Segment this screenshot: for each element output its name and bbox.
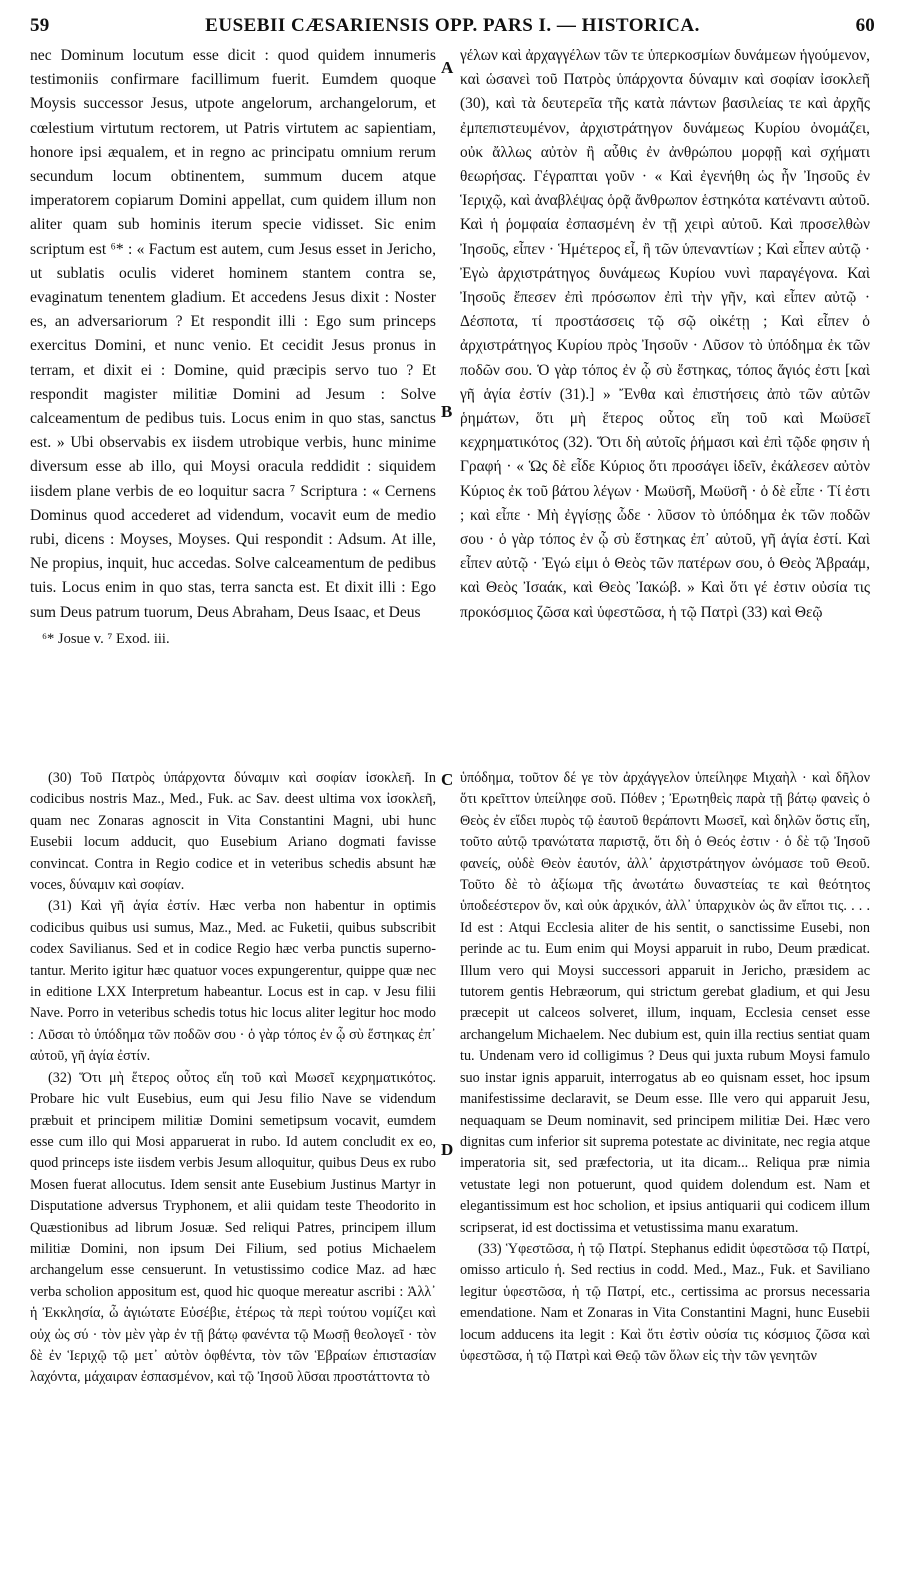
running-title: EUSEBII CÆSARIENSIS OPP. PARS I. — HISTORICA. bbox=[205, 15, 700, 36]
footnote-32: (32) Ὅτι μὴ ἕτερος οὗτος εἴη τοῦ καὶ Μωσεῖ κεχρηματικότος. Probare hic vult Eusebius, eum qui Jesu filio Nave se videndum præbuit et principem militiæ Domini semetipsum vocavit, eumdem esse cum illo qui Mosi apparuerat in rubo. Id autem concludit ex eo, quod princeps iste iisdem verbis Jesum alloquitur, quibus Deus ex rubo Mosen fuerat allocutus. Idem sensit ante Eusebium Justinus Martyr in Disputatione adversus Tryphonem, et alii quidam teste Theodorito in Quæstionibus ad librum Josuæ. Sed reliqui Patres, principem illum militiæ Domini, non ipsum Dei Filium, sed potius Michaelem archangelum esse censuerunt. In vetustissimo codice Maz. ad hæc verba scholion appositum est, quod hic quoque mereatur ascribi : Ἀλλ᾽ ἡ Ἐκκλησία, ὦ ἀγιώτατε Εὐσέβιε, ἑτέρως τὰ περὶ τούτου νομίζει καὶ οὐχ ὡς σύ · τὸν μὲν γὰρ ἐν τῇ βάτῳ φανέντα τῷ Μωσῇ θεολογεῖ · τὸν δὲ ἐν Ἱεριχῷ τῷ μετ᾽ αὐτὸν ὀφθέντα, τὸν τῶν Ἑβραίων ἐπιστασίαν λαχόντα, μάχαιραν ἐσπασμένον, καὶ τῷ Ἰησοῦ λῦσαι προστάττοντα τὸ bbox=[30, 1069, 436, 1386]
page-number-left: 59 bbox=[30, 15, 50, 36]
latin-main-column bbox=[30, 44, 436, 651]
section-marker-b: B bbox=[441, 402, 453, 421]
page-number-right: 60 bbox=[855, 15, 875, 36]
footnotes-left-column bbox=[30, 768, 436, 1389]
footnote-31: (31) Καὶ γῆ ἁγία ἐστίν. Hæc verba non habentur in optimis codicibus quibus usi sumus, Maz., Med. ac Fuketii, quibus subscribit codex Savilianus. Sed et in codice Regio hæc verba punctis superno-tantur. Merito igitur hæc quatuor voces expungerentur, quippe quæ nec in editione LXX Interpretum habeantur. Locus est in cap. v Jesu filii Nave. Porro in veteribus schedis totus hic locus aliter legitur hoc modo : Λῦσαι τὸ ὑπόδημα τῶν ποδῶν σου · ὁ γὰρ τόπος ἐν ᾧ σὺ ἕστηκας ἐπ᾽ αὐτοῦ, γῆ ἁγία ἐστίν. bbox=[30, 898, 436, 1065]
footnotes-right-column bbox=[460, 768, 870, 1367]
section-marker-c: C bbox=[441, 770, 454, 789]
latin-main-text: nec Dominum locutum esse dicit : quod quidem innumeris testimoniis confirmare facillimum fuerit. Eumdem quoque Moysis successor Jesus, utpote angelorum, archangelorum, et cœlestium virtutum rectorem, ut Patris virtutem ac sapientiam, honore ipsi æqualem, et in regno ac principatu omnium rerum secundum locum obtinentem, summum ducem atque imperatorem copiarum Domini appellat, cum quidem illum non aliter quam sub hominis iterum specie vidisset. Sic enim scriptum est ⁶* : « Factum est autem, cum Jesus esset in Jericho, ut sublatis oculis videret hominem stantem contra se, evaginatum tenentem gladium. Et accedens Jesus dixit : Noster es, an adversariorum ? Et respondit illi : Ego sum princeps exercitus Domini, et nunc venio. Et cecidit Jesus pronus in terram, et dixit ei : Domine, quid præcipis servo tuo ? Et respondit magister militiæ Domini ad Jesum : Solve calceamentum de pedibus tuis. Locus enim in quo stas, sanctus est. » Ubi observabis ex iisdem utrobique verbis, hunc minime diversum esse ab illo, qui Moysi oracula reddidit : siquidem iisdem plane verbis de eo loquitur sacra ⁷ Scriptura : « Cernens Dominus quod accederet ad videndum, vocavit eum de medio rubi, dicens : Moyses, Moyses. Qui respondit : Adsum. At ille, Ne propius, inquit, huc accedas. Solve calceamentum de pedibus tuis. Locus enim in quo stas, terra sancta est. Et dixit illi : Ego sum Deus patrum tuorum, Deus Abraham, Deus Isaac, et Deus bbox=[30, 47, 436, 621]
footnote-30: (30) Τοῦ Πατρὸς ὑπάρχοντα δύναμιν καὶ σοφίαν ἰσοκλεῆ. In codicibus nostris Maz., Med., Fuk. ac Sav. deest ultima vox ἰσοκλεῆ, quam nec Zonaras agnoscit in Vita Constantini Magni, ubi hunc Eusebii locum adducit, quo Eusebium Ariano dogmati favisse convincat. Contra in Regio codice et in veteribus schedis absunt hæ voces, δύναμιν καὶ σοφίαν. bbox=[30, 770, 436, 894]
running-header bbox=[30, 14, 875, 38]
section-marker-a: A bbox=[441, 58, 454, 77]
footnote-33: (33) Ὑφεστῶσα, ἡ τῷ Πατρί. Stephanus edidit ὑφεστῶσα τῷ Πατρί, omisso articulo ἡ. Sed rectius in codd. Med., Maz., Fuk. et Saviliano legitur ὑφεστῶσα, ἡ τῷ Πατρί, etc., certissima ac prorsus necessaria emendatione. Nam et Zonaras in Vita Constantini Magni, hunc Eusebii locum adducens ita legit : Καὶ ὅτι ἐστὶν οὐσία τις κόσμιος ζῶσα καὶ ὑφεστῶσα, ἡ τῷ Πατρὶ καὶ Θεῷ τῶν ὅλων εἰς τὴν τῶν γενητῶν bbox=[460, 1240, 870, 1364]
greek-main-text: γέλων καὶ ἀρχαγγέλων τῶν τε ὑπερκοσμίων δυνάμεων ἡγούμενον, καὶ ὡσανεὶ τοῦ Πατρὸς ὑπάρχοντα δύναμιν καὶ σοφίαν ἰσοκλεῆ (30), καὶ τὰ δευτερεῖα τῆς κατὰ πάντων βασιλείας τε καὶ ἀρχῆς ἐμπεπιστευμένον, ἀρχιστράτηγον δυνάμεως Κυρίου ὀνομάζει, οὐκ ἄλλως αὐτὸν ἢ αὖθις ἐν ἀνθρώπου μορφῇ καὶ σχήματι θεωρήσας. Γέγραπται γοῦν · « Καὶ ἐγενήθη ὡς ἦν Ἰησοῦς ἐν Ἱεριχῷ, καὶ ἀναβλέψας ὁρᾷ ἄνθρωπον ἑστηκότα κατέναντι αὐτοῦ. Καὶ ἡ ῥομφαία ἐσπασμένη ἐν τῇ χειρὶ αὐτοῦ. Καὶ προσελθὼν Ἰησοῦς, εἶπεν · Ἡμέτερος εἶ, ἢ τῶν ὑπεναντίων ; Καὶ εἶπεν αὐτῷ · Ἐγὼ ἀρχιστράτηγος δυνάμεως Κυρίου νυνὶ παραγέγονα. Καὶ Ἰησοῦς ἔπεσεν ἐπὶ πρόσωπον ἐπὶ τὴν γῆν, καὶ εἶπεν αὐτῷ · Δέσποτα, τί προστάσσεις τῷ σῷ οἰκέτῃ ; Καὶ εἶπεν ὁ ἀρχιστράτηγος Κυρίου πρὸς Ἰησοῦν · Λῦσον τὸ ὑπόδημα ἐκ τῶν ποδῶν σου. Ὁ γὰρ τόπος ἐν ᾧ σὺ ἕστηκας, τόπος ἅγιός ἐστι [καὶ γῆ ἁγία ἐστίν (31).] » Ἔνθα καὶ ἐπιστήσεις ἀπὸ τῶν αὐτῶν ῥημάτων, ὅτι μὴ ἕτερος οὗτος εἴη τοῦ καὶ Μωϋσεῖ κεχρηματικότος (32). Ὅτι δὴ αὐτοῖς ῥήμασι καὶ ἐπὶ τῷδε φησιν ἡ Γραφή · « Ὡς δὲ εἶδε Κύριος ὅτι προσάγει ἰδεῖν, ἐκάλεσεν αὐτὸν Κύριος ἐκ τοῦ βάτου λέγων · Μωϋσῆ, Μωϋσῆ · ὁ δὲ εἶπε · Τί ἐστι ; καὶ εἶπε · Μὴ ἐγγίσῃς ὧδε · λῦσον τὸ ὑπόδημα ἐκ τῶν ποδῶν σου · ὁ γὰρ τόπος ἐν ᾧ σὺ ἕστηκας ἐπ᾽ αὐτοῦ, γῆ ἁγία ἐστί. Καὶ εἶπεν αὐτῷ · Ἐγώ εἰμι ὁ Θεὸς τῶν πατέρων σου, ὁ Θεὸς Ἀβραάμ, καὶ Θεὸς Ἰσαάκ, καὶ Θεὸς Ἰακώβ. » Καὶ ὅτι γέ ἐστιν οὐσία τις προκόσμιος ζῶσα καὶ ὑφεστῶσα, ἡ τῷ Πατρὶ (33) καὶ Θεῷ bbox=[460, 47, 870, 621]
footnote-32-continued: ὑπόδημα, τοῦτον δέ γε τὸν ἀρχάγγελον ὑπείληφε Μιχαὴλ · καὶ δῆλον ὅτι κρεῖττον ὑπείληφε σοῦ. Πόθεν ; Ἐρωτηθεὶς παρὰ τῇ βάτῳ φανεὶς ὁ Θεὸς ἐν εἴδει πυρὸς τῷ ἑαυτοῦ θεράποντι Μωσεῖ, καὶ δηλῶν ὅστις εἴη, τοῦτο αὐτῷ τρανώτατα παριστᾷ, ὅτι δὴ ὁ Θεός ἐστιν · ὁ δὲ τῷ Ἰησοῦ φανείς, οὐδὲ Θεὸν ἑαυτόν, ἀλλ᾽ ἀρχιστράτηγον ὠνόμασε τοῦ Θεοῦ. Τοῦτο δὲ τὸ ἀξίωμα τῆς ἀνωτάτω δυναστείας τε καὶ θεότητος ὑποδεέστερον ὄν, καὶ οὐκ ἀρχικόν, ἀλλ᾽ ὑπαρχικὸν ὡς ἂν εἴποι τις. . . . Id est : Atqui Ecclesia aliter de his sentit, o sanctissime Eusebi, non perinde ac tu. Eum enim qui Moysi apparuit in rubo, Deum prædicat. Illum vero qui Moysi successori apparuit in Jericho, præsidem ac tutorem gentis Hebræorum, qui strictum gerebat gladium, et qui Jesu præcepit ut calceos solveret, illum, inquam, Ecclesia censet esse archangelum Michaelem. Nec dubium est, quin illa rectius sentiat quam tu. Undenam vero id colligimus ? Deus qui juxta rubum Moysi famulo suo instar ignis apparuit, interrogatus ab eo quisnam esset, hoc ipsum manifestissime declaravit, se Deum esse. Ille vero qui apparuit Jesu, nequaquam se Deum nominavit, sed principem militiæ Dei. Hæc vero dignitas cum inferior sit suprema potestate ac divinitate, nec regia atque imperatoria sit, sed præfectoria, ut ita dicam... Reliqua præ nimia vetustate legi non potuerunt, quod quidem dolendum est. Nam et elegantissimum est hoc scholion, et ipsius antiquarii qui codicem illum scripserat, id est doctissima et vetustissima manu exaratum. bbox=[460, 770, 870, 1236]
greek-main-column bbox=[460, 44, 870, 625]
section-marker-d: D bbox=[441, 1140, 454, 1159]
scripture-references: ⁶* Josue v. ⁷ Exod. iii. bbox=[42, 630, 170, 647]
